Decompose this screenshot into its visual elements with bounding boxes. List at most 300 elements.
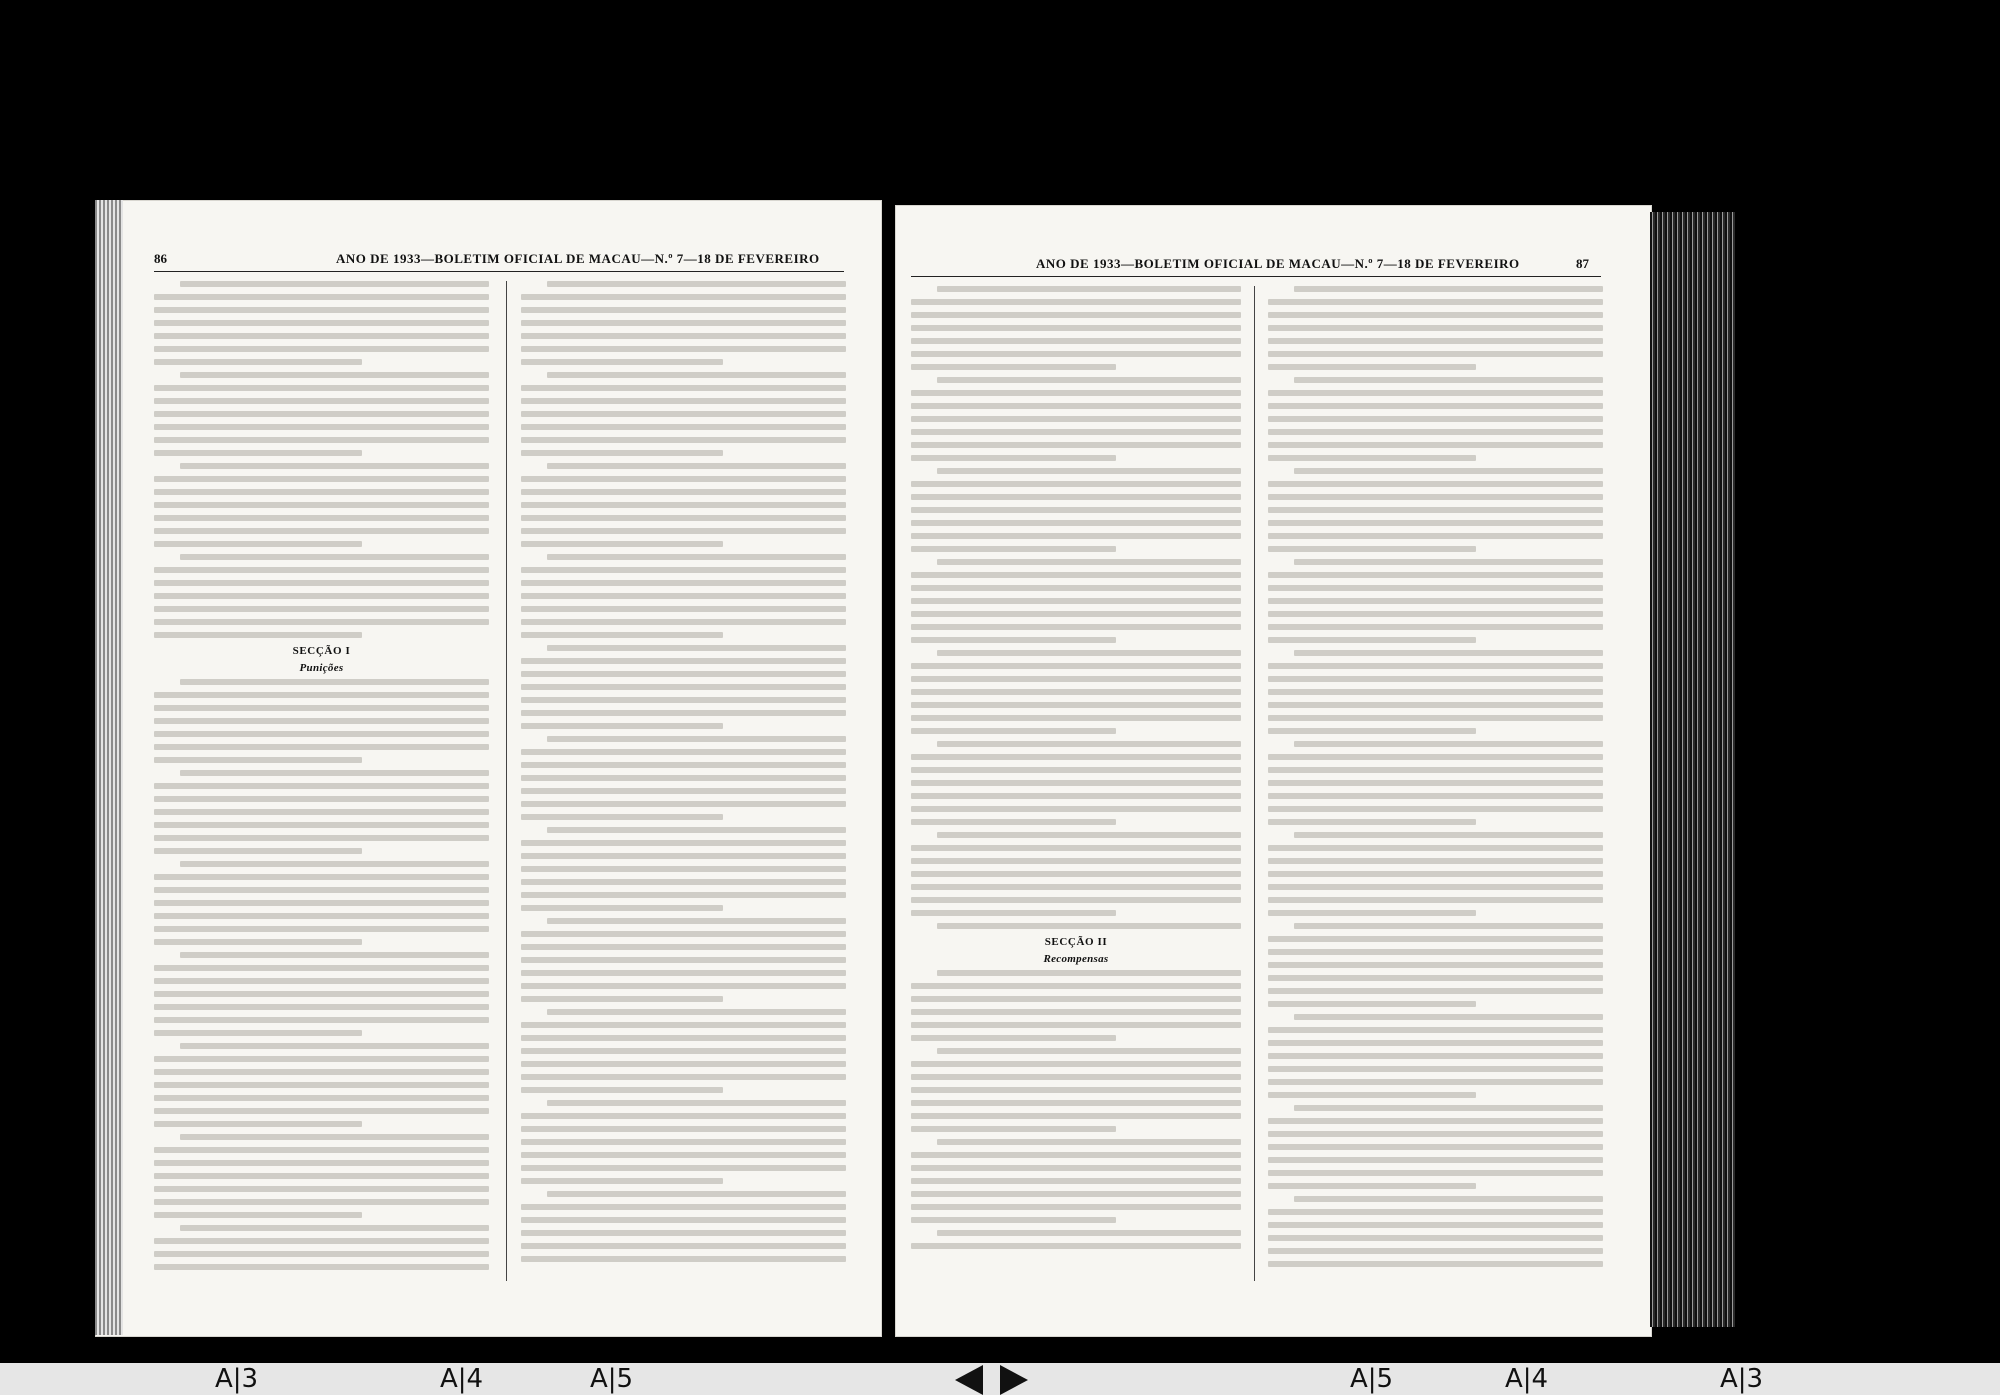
text-line: [911, 312, 1241, 318]
text-line: [1268, 988, 1603, 994]
text-line: [521, 1087, 723, 1093]
text-line: [1268, 481, 1603, 487]
text-line: [521, 450, 723, 456]
text-line: [1268, 1222, 1603, 1228]
text-line: [521, 1165, 846, 1171]
text-line: [154, 1069, 489, 1075]
text-line: [154, 593, 489, 599]
text-line: [154, 835, 489, 841]
text-line: [154, 294, 489, 300]
text-line: [937, 923, 1241, 929]
text-line: [1268, 754, 1603, 760]
scanner-marker: A|3: [215, 1364, 259, 1394]
text-line: [521, 1022, 846, 1028]
text-line: [1294, 741, 1603, 747]
text-line: [521, 944, 846, 950]
text-line: [180, 770, 489, 776]
text-line: [521, 723, 723, 729]
text-line: [154, 359, 362, 365]
text-line: [180, 1134, 489, 1140]
text-line: [911, 507, 1241, 513]
text-line: [911, 676, 1241, 682]
text-line: [154, 900, 489, 906]
text-line: [521, 1204, 846, 1210]
scanner-marker: A|4: [1505, 1364, 1549, 1394]
text-line: [1268, 806, 1603, 812]
text-line: [1268, 429, 1603, 435]
text-line: [154, 1199, 489, 1205]
left-page-folio: 86: [154, 251, 167, 266]
text-line: [1268, 1144, 1603, 1150]
text-line: [1294, 1105, 1603, 1111]
text-line: [547, 372, 846, 378]
text-line: [1268, 507, 1603, 513]
text-line: [1294, 468, 1603, 474]
text-line: [154, 718, 489, 724]
text-line: [521, 892, 846, 898]
text-line: [911, 1087, 1241, 1093]
text-line: [521, 333, 846, 339]
text-line: [154, 619, 489, 625]
text-line: [911, 1126, 1116, 1132]
text-line: [521, 515, 846, 521]
text-line: [911, 299, 1241, 305]
text-line: [154, 398, 489, 404]
text-line: [521, 632, 723, 638]
text-line: [1294, 832, 1603, 838]
text-line: [911, 884, 1241, 890]
text-line: [911, 533, 1241, 539]
text-line: [911, 338, 1241, 344]
text-line: [154, 1004, 489, 1010]
text-line: [1294, 286, 1603, 292]
text-line: [154, 783, 489, 789]
text-line: [1268, 364, 1476, 370]
text-line: [1268, 351, 1603, 357]
text-line: [154, 757, 362, 763]
text-line: [547, 918, 846, 924]
text-line: [911, 1178, 1241, 1184]
text-line: [911, 442, 1241, 448]
text-line: [521, 1217, 846, 1223]
text-line: [937, 741, 1241, 747]
scanner-marker: A|5: [1350, 1364, 1394, 1394]
text-line: [180, 463, 489, 469]
text-line: [1268, 1248, 1603, 1254]
text-line: [1268, 1235, 1603, 1241]
text-line: [521, 476, 846, 482]
text-line: [547, 554, 846, 560]
text-line: [521, 1256, 846, 1262]
text-line: [911, 1191, 1241, 1197]
text-line: [521, 1139, 846, 1145]
text-line: [1268, 689, 1603, 695]
text-line: [154, 502, 489, 508]
text-line: [154, 1108, 489, 1114]
text-line: [1268, 1053, 1603, 1059]
text-line: [911, 689, 1241, 695]
text-line: [154, 1251, 489, 1257]
text-line: [1268, 533, 1603, 539]
text-line: [154, 541, 362, 547]
text-line: [521, 970, 846, 976]
text-line: [911, 910, 1116, 916]
text-line: [1268, 442, 1603, 448]
text-line: [911, 637, 1116, 643]
text-line: [180, 372, 489, 378]
text-line: [154, 1082, 489, 1088]
text-line: [911, 572, 1241, 578]
text-line: [911, 793, 1241, 799]
text-line: [154, 978, 489, 984]
text-line: [1268, 312, 1603, 318]
text-line: [180, 281, 489, 287]
text-line: [154, 887, 489, 893]
text-line: [1268, 585, 1603, 591]
text-line: [911, 780, 1241, 786]
text-line: [521, 593, 846, 599]
text-line: [521, 684, 846, 690]
text-line: [547, 1191, 846, 1197]
text-line: [911, 390, 1241, 396]
text-line: [547, 463, 846, 469]
text-line: [1268, 975, 1603, 981]
text-line: [154, 744, 489, 750]
text-line: [1268, 676, 1603, 682]
text-line: [911, 1113, 1241, 1119]
text-line: [1268, 845, 1603, 851]
text-line: [1268, 390, 1603, 396]
text-line: [521, 931, 846, 937]
text-line: [911, 806, 1241, 812]
text-line: [521, 658, 846, 664]
text-line: [521, 359, 723, 365]
text-line: [547, 645, 846, 651]
section-subheading: Punições: [299, 662, 344, 674]
text-line: [1268, 598, 1603, 604]
text-line: [521, 294, 846, 300]
text-line: [937, 1139, 1241, 1145]
text-line: [1268, 455, 1476, 461]
text-line: [911, 983, 1241, 989]
text-line: [154, 1212, 362, 1218]
text-line: [547, 1100, 846, 1106]
text-line: [1268, 1170, 1603, 1176]
text-line: [937, 286, 1241, 292]
text-line: [1268, 1066, 1603, 1072]
text-line: [1294, 559, 1603, 565]
section-heading: SECÇÃO I: [292, 645, 351, 657]
text-line: [1268, 728, 1476, 734]
text-line: [1268, 1027, 1603, 1033]
text-line: [154, 1173, 489, 1179]
text-line: [937, 832, 1241, 838]
text-line: [521, 398, 846, 404]
text-line: [1268, 949, 1603, 955]
text-line: [911, 1009, 1241, 1015]
text-line: [937, 377, 1241, 383]
text-line: [154, 809, 489, 815]
text-line: [547, 736, 846, 742]
text-line: [911, 624, 1241, 630]
text-line: [521, 1126, 846, 1132]
text-line: [154, 411, 489, 417]
text-line: [521, 528, 846, 534]
text-line: [521, 710, 846, 716]
text-line: [154, 991, 489, 997]
text-line: [154, 965, 489, 971]
text-line: [521, 1074, 846, 1080]
text-line: [1268, 1040, 1603, 1046]
text-line: [1268, 325, 1603, 331]
text-line: [521, 788, 846, 794]
text-line: [521, 1113, 846, 1119]
text-line: [521, 671, 846, 677]
text-line: [911, 585, 1241, 591]
text-line: [521, 502, 846, 508]
text-line: [154, 692, 489, 698]
text-line: [911, 520, 1241, 526]
text-line: [521, 385, 846, 391]
text-line: [937, 468, 1241, 474]
section-heading: SECÇÃO II: [1044, 936, 1108, 948]
text-line: [911, 1074, 1241, 1080]
text-line: [180, 861, 489, 867]
text-line: [521, 853, 846, 859]
text-line: [1268, 1261, 1603, 1267]
left-page-spine-edge: [95, 200, 123, 1335]
text-line: [521, 1243, 846, 1249]
text-line: [911, 1243, 1241, 1249]
text-line: [1268, 338, 1603, 344]
text-line: [154, 515, 489, 521]
text-line: [911, 403, 1241, 409]
text-line: [1294, 1196, 1603, 1202]
text-line: [1268, 1092, 1476, 1098]
text-line: [1268, 637, 1476, 643]
text-line: [1268, 1131, 1603, 1137]
text-line: [1268, 858, 1603, 864]
text-line: [1268, 767, 1603, 773]
text-line: [154, 796, 489, 802]
text-line: [547, 1009, 846, 1015]
text-line: [911, 728, 1116, 734]
text-line: [911, 455, 1116, 461]
text-line: [1268, 715, 1603, 721]
text-line: [1268, 494, 1603, 500]
page-stack-edges: [1650, 212, 1735, 1327]
text-line: [521, 775, 846, 781]
text-line: [911, 715, 1241, 721]
scanner-marker: A|3: [1720, 1364, 1764, 1394]
text-line: [911, 429, 1241, 435]
text-line: [154, 632, 362, 638]
text-line: [1268, 1118, 1603, 1124]
left-header-rule: [154, 271, 844, 272]
text-line: [521, 606, 846, 612]
text-line: [911, 897, 1241, 903]
text-line: [937, 1230, 1241, 1236]
text-line: [911, 611, 1241, 617]
text-line: [911, 871, 1241, 877]
text-line: [1268, 520, 1603, 526]
text-line: [911, 1204, 1241, 1210]
text-line: [521, 567, 846, 573]
text-line: [937, 970, 1241, 976]
text-line: [154, 1160, 489, 1166]
text-line: [1294, 923, 1603, 929]
text-line: [1268, 897, 1603, 903]
text-line: [154, 424, 489, 430]
text-line: [521, 320, 846, 326]
text-line: [1268, 1079, 1603, 1085]
right-page-running-head: ANO DE 1933—BOLETIM OFICIAL DE MACAU—N.º 7—18 DE FEVEREIRO: [1036, 256, 1520, 271]
text-line: [1268, 416, 1603, 422]
text-line: [521, 541, 723, 547]
text-line: [154, 333, 489, 339]
text-line: [1268, 299, 1603, 305]
text-line: [1268, 624, 1603, 630]
text-line: [1268, 702, 1603, 708]
text-line: [180, 679, 489, 685]
text-line: [154, 567, 489, 573]
text-line: [911, 416, 1241, 422]
left-page-running-head: ANO DE 1933—BOLETIM OFICIAL DE MACAU—N.º 7—18 DE FEVEREIRO: [336, 251, 820, 266]
text-line: [1268, 1001, 1476, 1007]
text-line: [1268, 1157, 1603, 1163]
text-line: [521, 1061, 846, 1067]
text-line: [154, 1147, 489, 1153]
text-line: [911, 351, 1241, 357]
text-line: [180, 1225, 489, 1231]
text-line: [911, 1061, 1241, 1067]
text-line: [154, 1238, 489, 1244]
text-line: [521, 1230, 846, 1236]
text-line: [911, 996, 1241, 1002]
text-line: [1268, 871, 1603, 877]
text-line: [521, 879, 846, 885]
text-line: [154, 1121, 362, 1127]
text-line: [154, 1030, 362, 1036]
text-line: [154, 385, 489, 391]
text-line: [1268, 884, 1603, 890]
text-line: [911, 598, 1241, 604]
section-subheading: Recompensas: [1043, 953, 1109, 965]
text-line: [521, 619, 846, 625]
text-line: [937, 1048, 1241, 1054]
text-line: [154, 1056, 489, 1062]
text-line: [521, 801, 846, 807]
text-line: [911, 546, 1116, 552]
text-line: [154, 476, 489, 482]
text-line: [154, 1095, 489, 1101]
text-line: [521, 996, 723, 1002]
text-line: [1268, 546, 1476, 552]
text-line: [521, 905, 723, 911]
text-line: [154, 1017, 489, 1023]
text-line: [154, 939, 362, 945]
text-line: [521, 983, 846, 989]
text-line: [937, 559, 1241, 565]
text-line: [937, 650, 1241, 656]
text-line: [1268, 819, 1476, 825]
text-line: [521, 957, 846, 963]
text-line: [911, 1022, 1241, 1028]
text-line: [154, 437, 489, 443]
text-line: [911, 702, 1241, 708]
text-line: [154, 450, 362, 456]
text-line: [911, 1217, 1116, 1223]
text-line: [154, 320, 489, 326]
text-line: [1294, 1014, 1603, 1020]
text-line: [521, 866, 846, 872]
text-line: [1268, 403, 1603, 409]
text-line: [911, 754, 1241, 760]
text-line: [1268, 936, 1603, 942]
text-line: [521, 346, 846, 352]
text-line: [180, 952, 489, 958]
text-line: [1268, 611, 1603, 617]
text-line: [521, 489, 846, 495]
text-line: [154, 705, 489, 711]
left-page: [95, 200, 882, 1337]
text-line: [911, 1100, 1241, 1106]
text-line: [911, 364, 1116, 370]
scanner-marker: A|5: [590, 1364, 634, 1394]
left-page-column-2: [521, 281, 846, 1269]
text-line: [911, 858, 1241, 864]
text-line: [1268, 1183, 1476, 1189]
text-line: [521, 411, 846, 417]
text-line: [154, 926, 489, 932]
text-line: [180, 554, 489, 560]
text-line: [1268, 780, 1603, 786]
text-line: [911, 481, 1241, 487]
text-line: [1268, 910, 1476, 916]
text-line: [911, 819, 1116, 825]
text-line: [521, 424, 846, 430]
right-arrow-icon: [1000, 1365, 1028, 1395]
text-line: [154, 731, 489, 737]
text-line: [911, 325, 1241, 331]
left-arrow-icon: [955, 1365, 983, 1395]
text-line: [911, 1152, 1241, 1158]
text-line: [1268, 962, 1603, 968]
scanner-marker: A|4: [440, 1364, 484, 1394]
text-line: [521, 580, 846, 586]
text-line: [154, 580, 489, 586]
right-header-rule: [911, 276, 1601, 277]
text-line: [521, 1152, 846, 1158]
text-line: [911, 1035, 1116, 1041]
text-line: [154, 848, 362, 854]
text-line: [1268, 1209, 1603, 1215]
text-line: [521, 749, 846, 755]
text-line: [154, 606, 489, 612]
text-line: [1294, 650, 1603, 656]
text-line: [911, 663, 1241, 669]
text-line: [154, 489, 489, 495]
text-line: [1268, 663, 1603, 669]
text-line: [911, 767, 1241, 773]
text-line: [911, 845, 1241, 851]
text-line: [521, 1178, 723, 1184]
left-page-column-1: [154, 281, 489, 1277]
text-line: [180, 1043, 489, 1049]
text-line: [154, 913, 489, 919]
text-line: [521, 307, 846, 313]
left-column-divider: [506, 281, 507, 1281]
